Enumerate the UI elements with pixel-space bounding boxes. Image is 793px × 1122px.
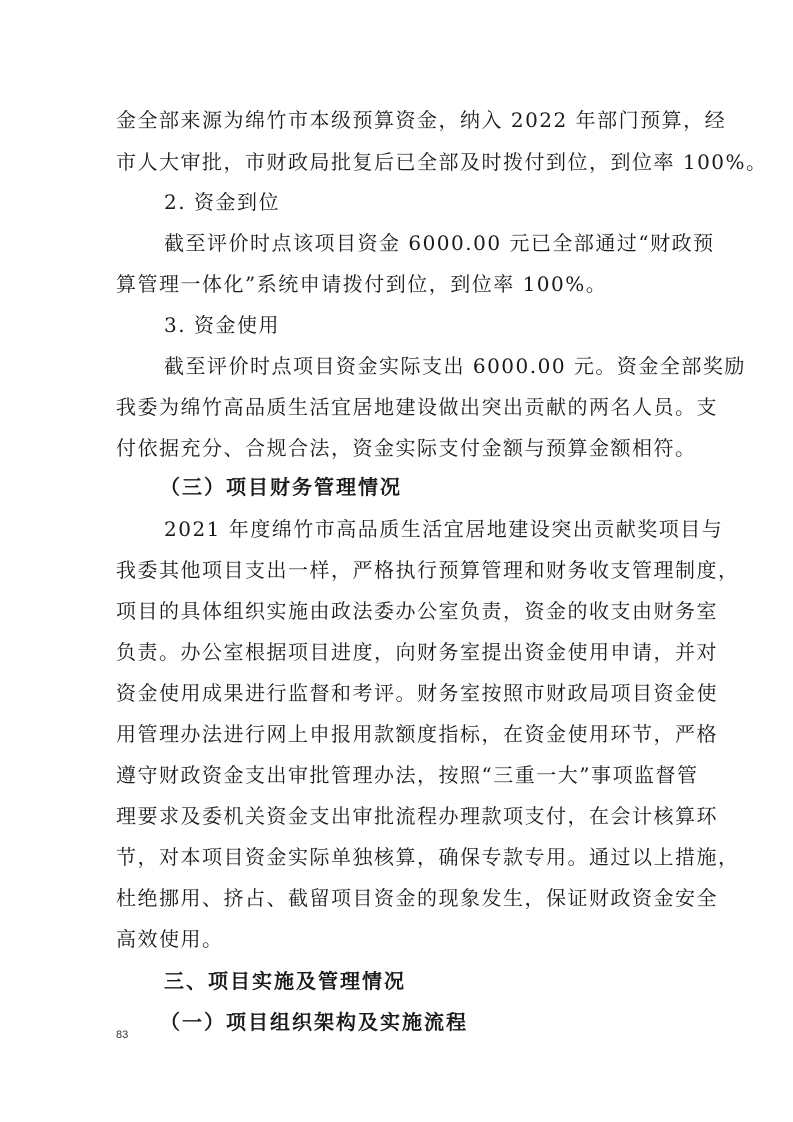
paragraph-line: 高效使用。 — [116, 927, 224, 951]
paragraph-line: 节，对本项目资金实际单独核算，确保专款专用。通过以上措施， — [116, 845, 740, 869]
paragraph-line: 截至评价时点该项目资金 6000.00 元已全部通过“财政预 — [164, 231, 715, 255]
paragraph-line: 遵守财政资金支出审批管理办法，按照“三重一大”事项监督管 — [116, 763, 699, 787]
paragraph-line: 付依据充分、合规合法，资金实际支付金额与预算金额相符。 — [116, 436, 697, 460]
subsection-title: 2. 资金到位 — [164, 190, 280, 214]
paragraph-line: 理要求及委机关资金支出审批流程办理款项支付，在会计核算环 — [116, 804, 718, 828]
section-heading: （三）项目财务管理情况 — [160, 475, 402, 499]
paragraph-line: 负责。办公室根据项目进度，向财务室提出资金使用申请，并对 — [116, 640, 718, 664]
paragraph-line: 市人大审批，市财政局批复后已全部及时拨付到位，到位率 100%。 — [116, 150, 768, 174]
paragraph-line: 我委其他项目支出一样，严格执行预算管理和财务收支管理制度， — [116, 558, 740, 582]
part-heading: 三、项目实施及管理情况 — [164, 969, 406, 993]
paragraph-line: 我委为绵竹高品质生活宜居地建设做出突出贡献的两名人员。支 — [116, 395, 718, 419]
paragraph-line: 资金使用成果进行监督和考评。财务室按照市财政局项目资金使 — [116, 681, 718, 705]
paragraph-line: 算管理一体化”系统申请拨付到位，到位率 100%。 — [116, 272, 608, 296]
paragraph-line: 项目的具体组织实施由政法委办公室负责，资金的收支由财务室 — [116, 599, 718, 623]
paragraph-line: 用管理办法进行网上申报用款额度指标，在资金使用环节，严格 — [116, 722, 718, 746]
paragraph-line: 截至评价时点项目资金实际支出 6000.00 元。资金全部奖励 — [164, 354, 746, 378]
section-heading: （一）项目组织架构及实施流程 — [160, 1010, 468, 1034]
subsection-title: 3. 资金使用 — [164, 313, 280, 337]
paragraph-line: 2021 年度绵竹市高品质生活宜居地建设突出贡献奖项目与 — [164, 517, 724, 541]
page-number: 83 — [116, 1029, 129, 1041]
paragraph-line: 金全部来源为绵竹市本级预算资金，纳入 2022 年部门预算，经 — [116, 108, 727, 132]
paragraph-line: 杜绝挪用、挤占、截留项目资金的现象发生，保证财政资金安全 — [116, 886, 718, 910]
